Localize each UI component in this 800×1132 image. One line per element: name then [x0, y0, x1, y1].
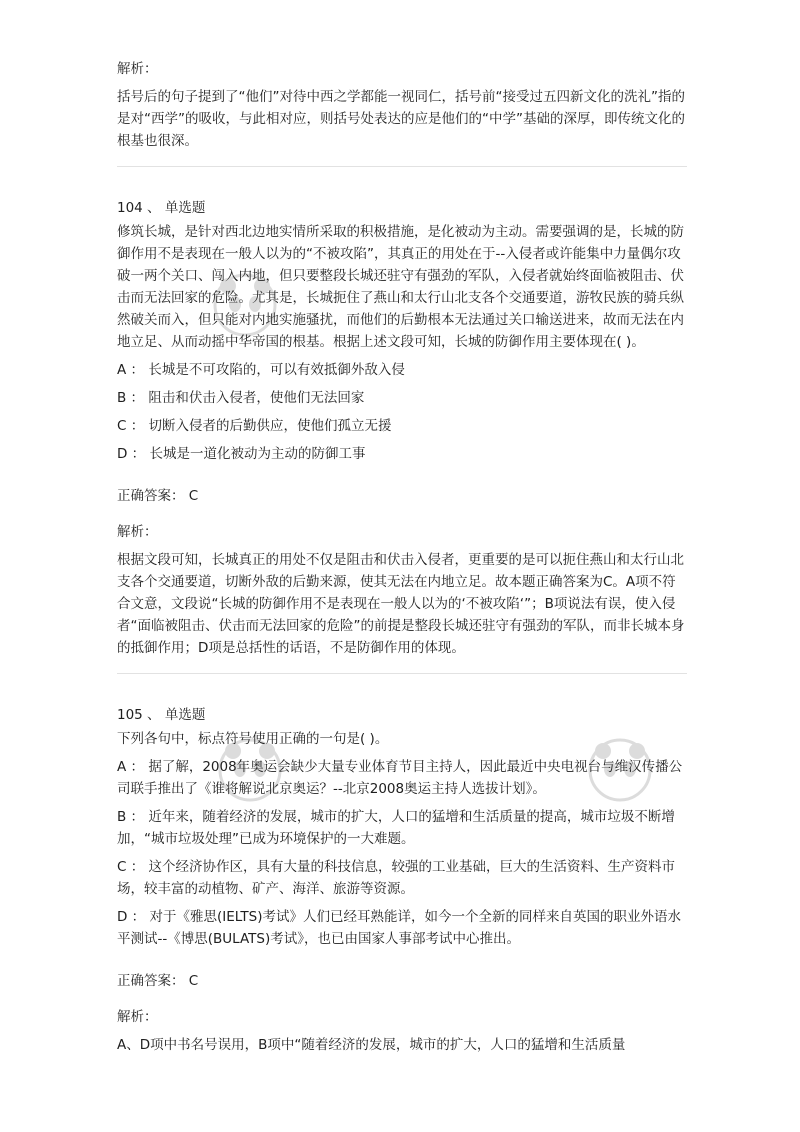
question-105 [117, 704, 687, 1056]
option-a: A ： 长城是不可攻陷的，可以有效抵御外敌入侵 [117, 362, 405, 378]
option-d: D ： 对于《雅思(IELTS)考试》人们已经耳熟能详，如今一个全新的同样来自英国的职业外语水平测试--《博思(BULATS)考试》，也已由国家人事部考试中心推出。 [117, 909, 681, 947]
option-a: A ： 据了解，2008年奥运会缺少大量专业体育节目主持人，因此最近中央电视台与维汉传播公司联手推出了《谁将解说北京奥运？--北京2008奥运主持人选拔计划》。 [117, 759, 683, 797]
prev-analysis [117, 58, 687, 152]
analysis-text: A、D项中书名号误用，B项中“随着经济的发展，城市的扩大，人口的猛增和生活质量 [117, 1037, 626, 1053]
question-stem: 修筑长城，是针对西北边地实情所采取的积极措施，是化被动为主动。需要强调的是，长城的防御作用不是表现在一般人以为的“不被攻陷”，其真正的用处在于--入侵者或许能集中力量偶尔攻破一两个关口、闯入内地，但只要整段长城还驻守有强劲的军队，入侵者就始终面临被阻击、伏击而无法回家的危险。尤其是，长城扼住了燕山和太行山北支各个交通要道，游牧民族的骑兵纵然破关而入，但只能对内地实施骚扰，而他们的后勤根本无法通过关口输送进来，故而无法在内地立足、从而动摇中华帝国的根基。根据上述文段可知，长城的防御作用主要体现在( )。 [117, 224, 684, 350]
option-b: B ： 近年来，随着经济的发展，城市的扩大，人口的猛增和生活质量的提高，城市垃圾不断增加，“城市垃圾处理”已成为环境保护的一大难题。 [117, 809, 675, 847]
option-c: C ： 这个经济协作区，具有大量的科技信息，较强的工业基础，巨大的生活资料、生产资料市场，较丰富的动植物、矿产、海洋、旅游等资源。 [117, 859, 676, 897]
document-page [117, 58, 687, 1056]
question-number: 105 、 单选题 [117, 707, 206, 723]
question-stem: 下列各句中，标点符号使用正确的一句是( )。 [117, 731, 389, 747]
question-104 [117, 197, 687, 659]
option-c: C ： 切断入侵者的后勤供应，使他们孤立无援 [117, 418, 392, 434]
option-b: B ： 阻击和伏击入侵者，使他们无法回家 [117, 390, 365, 406]
option-d: D ： 长城是一道化被动为主动的防御工事 [117, 446, 366, 462]
analysis-label: 解析： [117, 524, 158, 540]
question-number: 104 、 单选题 [117, 200, 206, 216]
correct-answer: 正确答案： C [117, 973, 199, 989]
analysis-label: 解析： [117, 61, 158, 77]
divider [117, 166, 687, 167]
analysis-text: 括号后的句子提到了“他们”对待中西之学都能一视同仁，括号前“接受过五四新文化的洗礼”指的是对“西学”的吸收，与此相对应，则括号处表达的应是他们的“中学”基础的深厚，即传统文化的根基也很深。 [117, 89, 685, 149]
correct-answer: 正确答案： C [117, 488, 199, 504]
analysis-text: 根据文段可知，长城真正的用处不仅是阻击和伏击入侵者，更重要的是可以扼住燕山和太行山北支各个交通要道，切断外敌的后勤来源，使其无法在内地立足。故本题正确答案为C。A项不符合文意，文段说“长城的防御作用不是表现在一般人以为的‘不被攻陷‘”；B项说法有误，使入侵者“面临被阻击、伏击而无法回家的危险”的前提是整段长城还驻守有强劲的军队，而非长城本身的抵御作用；D项是总括性的话语，不是防御作用的体现。 [117, 552, 685, 656]
analysis-label: 解析： [117, 1009, 158, 1025]
divider [117, 673, 687, 674]
